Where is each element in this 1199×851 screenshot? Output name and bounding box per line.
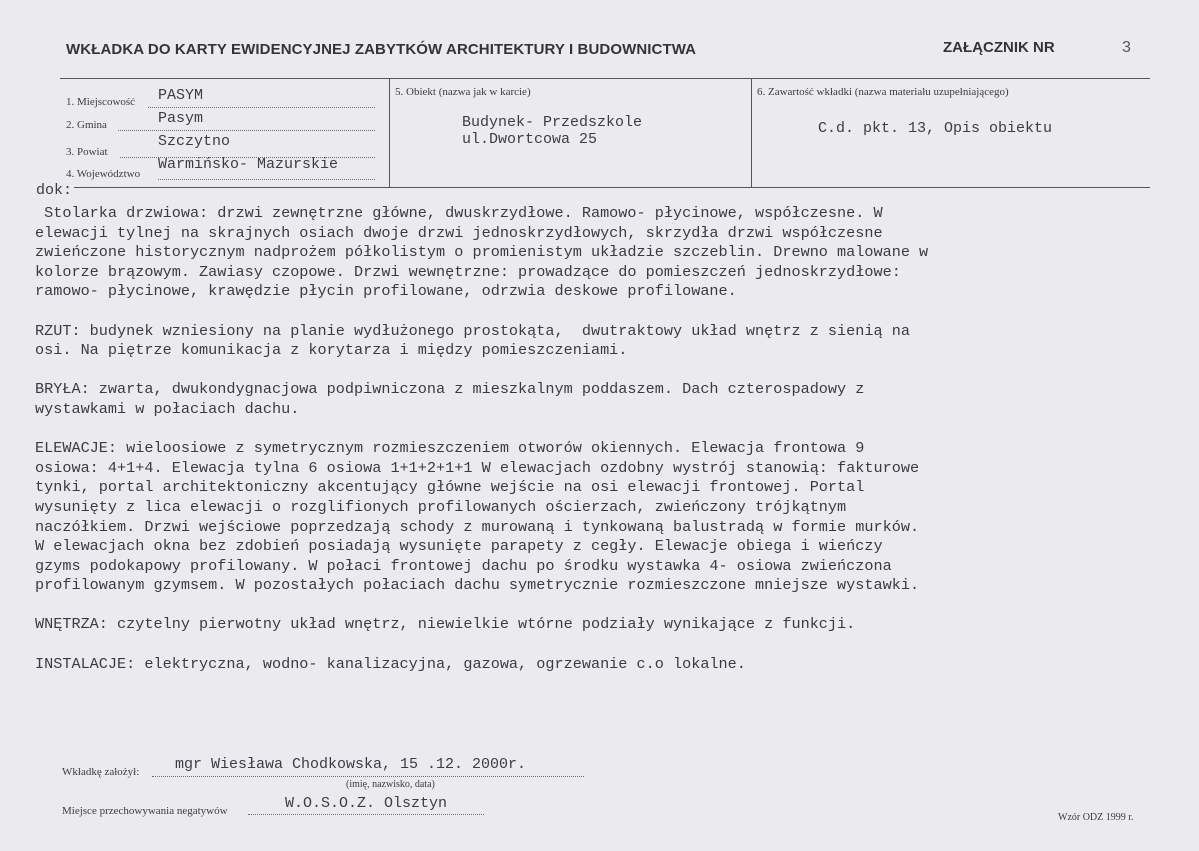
- place-label: 1. Miejscowość: [66, 96, 136, 108]
- commune-label: 2. Gmina: [66, 119, 107, 131]
- object-label: 5. Obiekt (nazwa jak w karcie): [395, 86, 531, 98]
- annex-number: 3: [1122, 39, 1131, 56]
- body-line: kolorze brązowym. Zawiasy czopowe. Drzwi wewnętrzne: prowadzące do pomieszczeń jednoskrzydłowe:: [35, 262, 901, 281]
- body-line: wystawkami w połaciach dachu.: [35, 399, 300, 418]
- table-divider-left: [389, 78, 390, 188]
- body-line: RZUT: budynek wzniesiony na planie wydłużonego prostokąta, dwutraktowy układ wnętrz z sienią na: [35, 321, 910, 340]
- table-top-border: [60, 78, 1150, 79]
- storage-dotline: [248, 814, 484, 815]
- province-dotline: [158, 179, 375, 180]
- body-line: BRYŁA: zwarta, dwukondygnacjowa podpiwniczona z mieszkalnym poddaszem. Dach czterospadowy z: [35, 380, 865, 399]
- storage-value: W.O.S.O.Z. Olsztyn: [285, 795, 448, 812]
- body-line: Stolarka drzwiowa: drzwi zewnętrzne główne, dwuskrzydłowe. Ramowo- płycinowe, współczesne. W: [35, 204, 883, 222]
- description-body: [35, 204, 1160, 694]
- annex-label: ZAŁĄCZNIK NR: [943, 39, 1055, 56]
- body-line: tynki, portal architektoniczny akcentujący główne wejście na osi elewacji frontowej. Portal: [35, 478, 865, 497]
- body-line: W elewacjach okna bez zdobień posiadają wysunięte parapety z cegły. Elewacje obiega i wieńczy: [35, 537, 883, 556]
- place-dotline: [148, 107, 375, 108]
- author-label: Wkładkę założył:: [62, 766, 140, 778]
- contents-label: 6. Zawartość wkładki (nazwa materiału uzupełniającego): [757, 86, 1009, 98]
- author-value: mgr Wiesława Chodkowska, 15 .12. 2000r.: [175, 756, 527, 773]
- table-bottom-border: [60, 187, 1150, 188]
- form-title: WKŁADKA DO KARTY EWIDENCYJNEJ ZABYTKÓW ARCHITEKTURY I BUDOWNICTWA: [66, 41, 697, 58]
- county-label: 3. Powiat: [66, 146, 108, 158]
- body-line: osi. Na piętrze komunikacja z korytarza i między pomieszczeniami.: [35, 341, 628, 360]
- body-line: profilowanym gzymsem. W pozostałych połaciach dachu symetrycznie rozmieszczone mniejsze wystawki.: [35, 576, 920, 595]
- body-line: zwieńczone historycznym nadprożem półkolistym o promienistym układzie szczeblin. Drewno malowane w: [35, 243, 929, 262]
- author-dotline: [152, 776, 584, 777]
- body-line: osiowa: 4+1+4. Elewacja tylna 6 osiowa 1+1+2+1+1 W elewacjach ozdobny wystrój stanowią: fakturowe: [35, 458, 920, 477]
- body-paragraph: [35, 655, 1160, 675]
- body-prefix: dok:: [36, 182, 73, 199]
- body-line: elewacji tylnej na skrajnych osiach dwoje drzwi jednoskrzydłowych, skrzydła drzwi współczesne: [35, 223, 883, 242]
- body-line: wysunięty z lica elewacji o rozglifionych profilowanych ościerzach, zwieńczony trójkątnym: [35, 497, 847, 516]
- object-line-2: ul.Dwortcowa 25: [462, 131, 598, 148]
- place-value: PASYM: [158, 87, 204, 104]
- body-paragraph: [35, 439, 1160, 596]
- body-line: WNĘTRZA: czytelny pierwotny układ wnętrz, niewielkie wtórne podziały wynikające z funkcji.: [35, 615, 856, 634]
- body-line: ramowo- płycinowe, krawędzie płycin profilowane, odrzwia deskowe profilowane.: [35, 282, 737, 301]
- contents-value: C.d. pkt. 13, Opis obiektu: [818, 120, 1053, 137]
- form-version: Wzór ODZ 1999 r.: [1058, 812, 1134, 823]
- province-label: 4. Województwo: [66, 168, 141, 180]
- storage-label: Miejsce przechowywania negatywów: [62, 805, 228, 817]
- body-paragraph: [35, 615, 1160, 635]
- author-hint: (imię, nazwisko, data): [346, 779, 435, 790]
- body-line: naczółkiem. Drzwi wejściowe poprzedzają schody z murowaną i tynkowaną balustradą w formie murków.: [35, 517, 920, 536]
- commune-value: Pasym: [158, 110, 204, 127]
- province-value: Warmińsko- Mazurskie: [158, 156, 339, 173]
- body-line: gzyms podokapowy profilowany. W połaci frontowej dachu po środku wystawka 4- osiowa zwieńczona: [35, 556, 892, 575]
- commune-dotline: [118, 130, 375, 131]
- table-divider-right: [751, 78, 752, 188]
- body-paragraph: [35, 322, 1160, 361]
- object-line-1: Budynek- Przedszkole: [462, 114, 643, 131]
- body-line: INSTALACJE: elektryczna, wodno- kanalizacyjna, gazowa, ogrzewanie c.o lokalne.: [35, 654, 746, 673]
- body-paragraph: [35, 204, 1160, 302]
- body-paragraph: [35, 380, 1160, 419]
- county-value: Szczytno: [158, 133, 231, 150]
- body-line: ELEWACJE: wieloosiowe z symetrycznym rozmieszczeniem otworów okiennych. Elewacja frontowa 9: [35, 439, 865, 458]
